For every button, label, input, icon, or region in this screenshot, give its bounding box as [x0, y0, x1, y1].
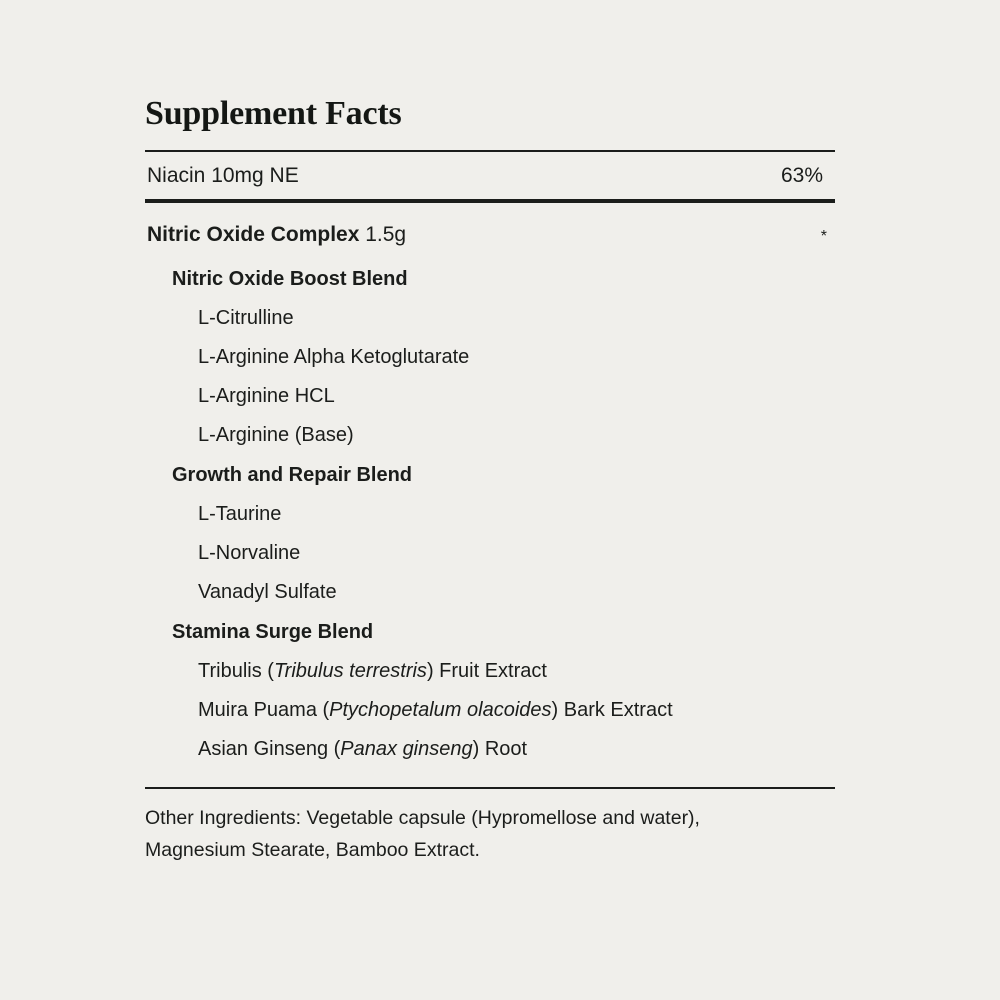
nutrient-daily-value: 63% — [780, 164, 823, 188]
blend-heading: Growth and Repair Blend — [172, 464, 413, 487]
complex-row — [145, 203, 835, 251]
complex-footnote-mark: * — [820, 228, 827, 246]
ingredient-item: L-Citrulline — [198, 307, 294, 330]
ingredient-item: L-Taurine — [198, 503, 282, 526]
blend-heading: Nitric Oxide Boost Blend — [172, 268, 408, 291]
ingredient-item: L-Arginine (Base) — [198, 424, 354, 447]
ingredient-item: Vanadyl Sulfate — [198, 581, 337, 604]
divider-bottom — [145, 787, 835, 789]
ingredient-item: L-Arginine Alpha Ketoglutarate — [198, 346, 470, 369]
supplement-facts-panel — [145, 95, 835, 867]
nutrient-name: Niacin 10mg NE — [147, 164, 299, 188]
ingredient-item: Tribulis (Tribulus terrestris) Fruit Extract — [198, 660, 547, 683]
complex-label: Nitric Oxide Complex — [147, 223, 360, 247]
ingredient-item: L-Arginine HCL — [198, 385, 335, 408]
spacer — [145, 761, 835, 787]
other-ingredients-text: Other Ingredients: Vegetable capsule (Hypromellose and water), Magnesium Stearate, Bamboo Extract. — [145, 807, 700, 861]
page-title: Supplement Facts — [145, 95, 402, 132]
ingredient-item: Muira Puama (Ptychopetalum olacoides) Bark Extract — [198, 699, 673, 722]
ingredient-item: L-Norvaline — [198, 542, 301, 565]
ingredient-item: Asian Ginseng (Panax ginseng) Root — [198, 738, 528, 761]
complex-name — [147, 224, 406, 245]
nutrient-row — [145, 152, 835, 199]
complex-amount: 1.5g — [365, 223, 407, 247]
blend-heading: Stamina Surge Blend — [172, 621, 374, 644]
